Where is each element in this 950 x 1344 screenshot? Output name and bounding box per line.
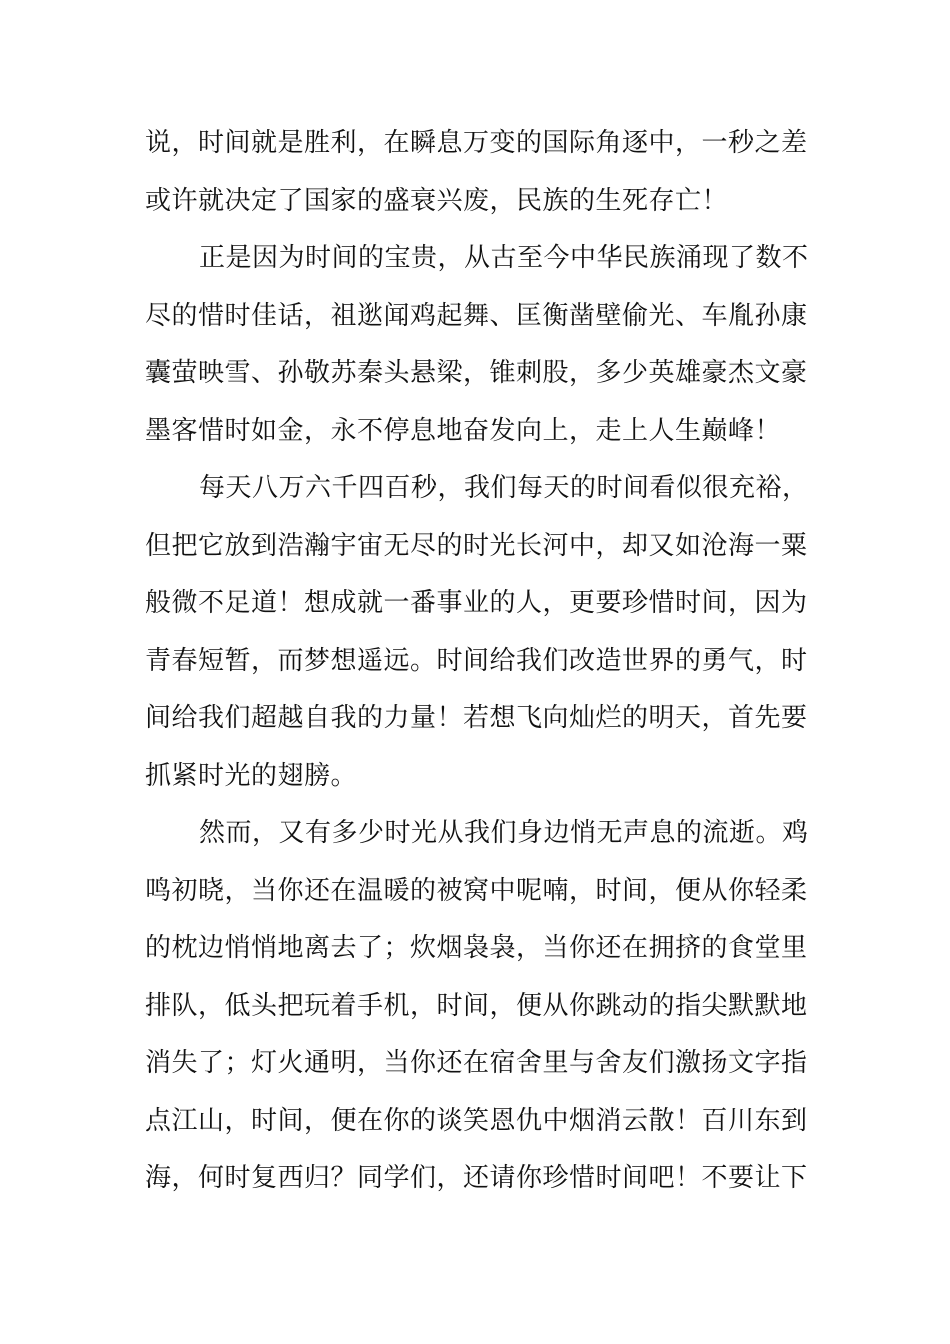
text-line: 排队，低头把玩着手机，时间，便从你跳动的指尖默默地 (145, 990, 808, 1021)
text-line: 的枕边悄悄地离去了；炊烟袅袅，当你还在拥挤的食堂里 (145, 933, 808, 963)
text-line: 消失了；灯火通明，当你还在宿舍里与舍友们激扬文字指 (145, 1048, 808, 1078)
text-line: 然而，又有多少时光从我们身边悄无声息的流逝。鸡 (199, 818, 809, 848)
paragraph-3 (145, 460, 810, 805)
paragraph-4 (145, 805, 810, 1208)
paragraph-2 (145, 230, 810, 460)
text-line: 囊萤映雪、孙敬苏秦头悬梁，锥刺股，多少英雄豪杰文豪 (145, 358, 808, 388)
text-line: 般微不足道！想成就一番事业的人，更要珍惜时间，因为 (145, 588, 808, 618)
text-line: 鸣初晓，当你还在温暖的被窝中呢喃，时间，便从你轻柔 (145, 875, 808, 906)
text-line: 青春短暂，而梦想遥远。时间给我们改造世界的勇气，时 (145, 645, 808, 676)
text-line: 每天八万六千四百秒，我们每天的时间看似很充裕， (199, 473, 809, 503)
text-line: 点江山，时间，便在你的谈笑恩仇中烟消云散！百川东到 (145, 1105, 808, 1136)
text-line: 或许就决定了国家的盛衰兴废，民族的生死存亡！ (145, 185, 729, 216)
text-line: 墨客惜时如金，永不停息地奋发向上，走上人生巅峰！ (145, 415, 782, 446)
text-line: 但把它放到浩瀚宇宙无尽的时光长河中，却又如沧海一粟 (145, 530, 808, 561)
text-line: 正是因为时间的宝贵，从古至今中华民族涌现了数不 (199, 243, 809, 273)
text-line: 抓紧时光的翅膀。 (145, 760, 358, 791)
text-line: 间给我们超越自我的力量！若想飞向灿烂的明天，首先要 (145, 703, 808, 733)
text-line: 海，何时复西归？同学们，还请你珍惜时间吧！不要让下 (145, 1163, 808, 1193)
body-text (145, 115, 810, 1208)
paragraph-1 (145, 115, 810, 230)
text-line: 说，时间就是胜利，在瞬息万变的国际角逐中，一秒之差 (145, 128, 808, 158)
text-line: 尽的惜时佳话，祖逖闻鸡起舞、匡衡凿壁偷光、车胤孙康 (145, 300, 808, 331)
